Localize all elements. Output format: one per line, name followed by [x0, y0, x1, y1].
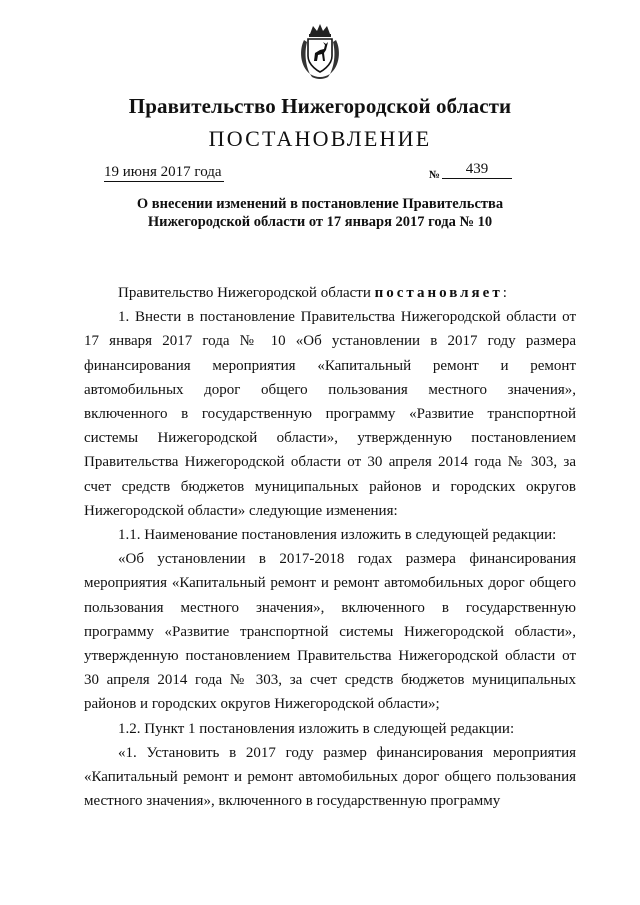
intro-verb: постановляет [374, 285, 503, 301]
paragraph-1-1-text: «Об установлении в 2017-2018 годах размера финансирования мероприятия «Капитальный ремонт и ремонт автомобильных дорог общего пользования местного значения», включенного в государственную программу «Развитие транспортной системы Нижегородской области», утвержденную постановлением Правительства Нижегородской области от 30 апреля 2014 года № 303, за счет средств бюджетов муниципальных районов и городских округов Нижегородской области»; [84, 551, 576, 713]
paragraph-1-2: 1.2. Пункт 1 постановления изложить в следующей редакции: [118, 720, 515, 737]
intro-end: : [502, 285, 507, 301]
intro-paragraph [84, 281, 576, 305]
number-label: № [429, 169, 441, 181]
intro-text: Правительство Нижегородской области [118, 285, 371, 301]
document-date [104, 163, 224, 182]
paragraph-1: 1. Внести в постановление Правительства Нижегородской области от 17 января 2017 года № 10 «Об установлении в 2017 году размера финансирования мероприятия «Капитальный ремонт и ремонт автомобильных дорог общего пользования местного значения», включенного в государственную программу «Развитие транспортной системы Нижегородской области», утвержденную постановлением Правительства Нижегородской области от 30 апреля 2014 года № 303, за счет средств бюджетов муниципальных районов и городских округов Нижегородской области» следующие изменения: [84, 309, 576, 519]
issuer-title: Правительство Нижегородской области [128, 94, 512, 118]
document-date-value: 19 июня 2017 года [104, 164, 222, 180]
subject-line-1: О внесении изменений в постановление Правительства [136, 196, 504, 212]
document-number: 439 [442, 160, 512, 179]
document-type: ПОСТАНОВЛЕНИЕ [208, 126, 432, 151]
document-body [84, 281, 576, 813]
subject-line-2: Нижегородской области от 17 января 2017 года № 10 [147, 214, 493, 230]
document-subject [0, 195, 640, 231]
paragraph-1-1: 1.1. Наименование постановления изложить в следующей редакции: [118, 527, 557, 544]
paragraph-1-2-text: «1. Установить в 2017 году размер финансирования мероприятия «Капитальный ремонт и ремонт автомобильных дорог общего пользования местного значения», включенного в государственную программу [84, 744, 576, 810]
coat-of-arms-icon [298, 22, 342, 80]
